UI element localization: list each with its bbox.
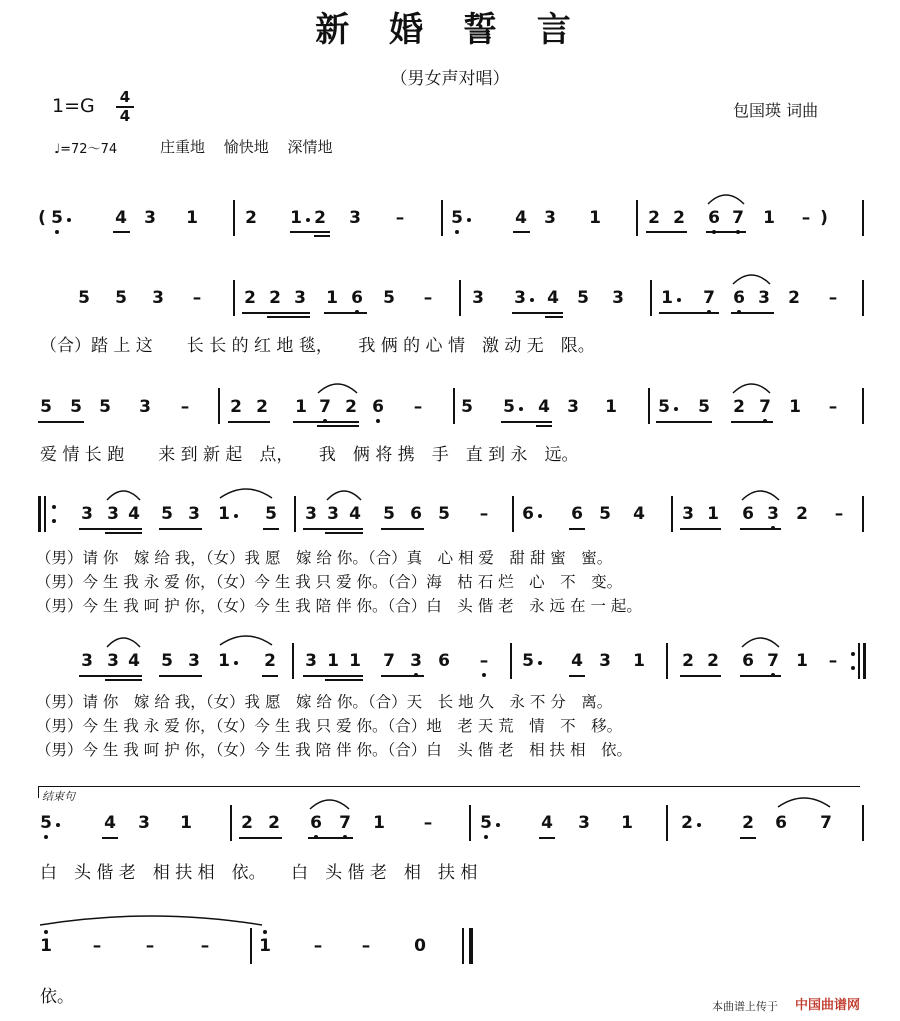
note-row1-7: 2	[314, 208, 326, 228]
coda-bracket-tick	[38, 786, 39, 798]
note-row1-10: 5	[451, 208, 463, 228]
note-row3-17: 5	[658, 397, 670, 417]
note-row2-11: 3	[472, 288, 484, 308]
note-row4-21: 3	[767, 504, 779, 524]
note-row1-5: 2	[245, 208, 257, 228]
song-title: 新 婚 誓 言	[315, 10, 585, 50]
note-row5-22: 1	[796, 651, 808, 671]
note-row2-20: 2	[788, 288, 800, 308]
note-row5-0: 3	[81, 651, 93, 671]
note-row3-21: 1	[789, 397, 801, 417]
note-row3-20: 7	[759, 397, 771, 417]
note-row2-10: –	[423, 288, 433, 308]
note-row2-18: 6	[733, 288, 745, 308]
note-row2-8: 6	[351, 288, 363, 308]
r1-slur-1	[708, 195, 744, 204]
note-row7-1: –	[92, 936, 102, 956]
lyrics-verse-2b: （男）今 生 我 永 爱 你，（女）今 生 我 只 爱 你。（合）地 老 天 荒 情 不 移。	[36, 717, 623, 735]
note-row7-6: –	[361, 936, 371, 956]
note-row1-19: –	[801, 208, 811, 228]
r3-slur-2	[733, 384, 770, 393]
note-row6-9: –	[423, 813, 433, 833]
lyrics-line-3: 爱 情 长 跑 来 到 新 起 点， 我 俩 将 携 手 直 到 永 远。	[40, 445, 579, 465]
note-row6-16: 6	[775, 813, 787, 833]
note-row3-3: 3	[139, 397, 151, 417]
time-signature-top: 4	[119, 88, 131, 106]
time-signature-bottom: 4	[119, 107, 131, 125]
note-row5-11: 3	[410, 651, 422, 671]
note-row3-18: 5	[698, 397, 710, 417]
author-credit: 包国瑛 词曲	[733, 101, 819, 120]
note-row5-14: 5	[522, 651, 534, 671]
note-row1-8: 3	[349, 208, 361, 228]
r4-slur-4	[742, 491, 779, 500]
note-row5-2: 4	[128, 651, 140, 671]
lyrics-verse-1c: （男）今 生 我 呵 护 你，（女）今 生 我 陪 伴 你。（合）白 头 偕 老 永 远 在 一 起。	[36, 597, 642, 615]
note-row1-9: –	[395, 208, 405, 228]
note-row6-1: 4	[104, 813, 116, 833]
note-row5-23: –	[828, 651, 838, 671]
note-row4-0: 3	[81, 504, 93, 524]
note-row5-3: 5	[161, 651, 173, 671]
note-row4-5: 1	[218, 504, 230, 524]
note-row3-11: –	[413, 397, 423, 417]
note-row4-8: 3	[327, 504, 339, 524]
note-row5-10: 7	[383, 651, 395, 671]
key-signature: 1=G	[52, 95, 95, 117]
r2-slur-1	[733, 275, 770, 284]
note-row5-12: 6	[438, 651, 450, 671]
note-row4-3: 5	[161, 504, 173, 524]
note-row6-4: 2	[241, 813, 253, 833]
note-row2-17: 7	[703, 288, 715, 308]
expression-markings: 庄重地 愉快地 深情地	[160, 138, 333, 156]
r4-slur-1	[107, 491, 140, 500]
song-subtitle: （男女声对唱）	[390, 69, 510, 89]
r6-slur-2	[778, 798, 830, 807]
note-row2-0: 5	[78, 288, 90, 308]
note-row6-10: 5	[480, 813, 492, 833]
note-row3-16: 1	[605, 397, 617, 417]
note-row1-17: 7	[732, 208, 744, 228]
note-row3-0: 5	[40, 397, 52, 417]
note-row7-5: –	[313, 936, 323, 956]
note-row1-11: 4	[515, 208, 527, 228]
note-row2-16: 1	[661, 288, 673, 308]
note-row2-2: 3	[152, 288, 164, 308]
note-row4-4: 3	[188, 504, 200, 524]
note-row4-11: 6	[410, 504, 422, 524]
note-row4-13: –	[479, 504, 489, 524]
note-row6-14: 2	[681, 813, 693, 833]
note-row6-2: 3	[138, 813, 150, 833]
note-row7-7: 0	[414, 936, 426, 956]
note-row5-21: 7	[767, 651, 779, 671]
r4-slur-3	[327, 491, 361, 500]
note-row5-18: 2	[682, 651, 694, 671]
lyrics-line-7: 依。	[40, 987, 74, 1007]
note-row2-13: 4	[547, 288, 559, 308]
note-row5-6: 2	[264, 651, 276, 671]
note-row7-2: –	[145, 936, 155, 956]
note-row4-19: 1	[707, 504, 719, 524]
note-row5-4: 3	[188, 651, 200, 671]
note-row2-5: 2	[269, 288, 281, 308]
note-row1-3: 3	[144, 208, 156, 228]
note-row4-10: 5	[383, 504, 395, 524]
note-row6-12: 3	[578, 813, 590, 833]
r5-slur-3	[742, 638, 779, 647]
note-row6-8: 1	[373, 813, 385, 833]
note-row1-1: 5	[51, 208, 63, 228]
note-row3-8: 7	[319, 397, 331, 417]
note-row2-1: 5	[115, 288, 127, 308]
note-row3-4: –	[180, 397, 190, 417]
note-row5-5: 1	[218, 651, 230, 671]
site-logo: 中国曲谱网	[795, 998, 861, 1013]
note-row4-9: 4	[349, 504, 361, 524]
note-row4-22: 2	[796, 504, 808, 524]
note-row4-17: 4	[633, 504, 645, 524]
coda-label: 结束句	[42, 790, 75, 803]
note-row3-13: 5	[503, 397, 515, 417]
note-row1-12: 3	[544, 208, 556, 228]
note-row1-14: 2	[648, 208, 660, 228]
note-row6-17: 7	[820, 813, 832, 833]
note-row4-16: 5	[599, 504, 611, 524]
note-row7-3: –	[200, 936, 210, 956]
r7-slur-1	[40, 916, 262, 925]
note-row2-12: 3	[514, 288, 526, 308]
note-row7-4: 1	[259, 936, 271, 956]
tempo-marking: ♩=72～74	[54, 142, 118, 157]
note-row2-9: 5	[383, 288, 395, 308]
lyrics-line-2: （合）踏 上 这 长 长 的 红 地 毯， 我 俩 的 心 情 激 动 无 限。	[40, 336, 595, 356]
note-row2-4: 2	[244, 288, 256, 308]
note-row2-3: –	[192, 288, 202, 308]
note-row3-6: 2	[256, 397, 268, 417]
lyrics-verse-1a: （男）请 你 嫁 给 我，（女）我 愿 嫁 给 你。（合）真 心 相 爱 甜 甜 蜜 蜜。	[36, 549, 613, 567]
note-row4-20: 6	[742, 504, 754, 524]
note-row1-20: )	[820, 208, 828, 228]
note-row4-23: –	[834, 504, 844, 524]
note-row1-4: 1	[186, 208, 198, 228]
note-row3-14: 4	[538, 397, 550, 417]
note-row6-7: 7	[339, 813, 351, 833]
note-row3-22: –	[828, 397, 838, 417]
note-row3-7: 1	[295, 397, 307, 417]
note-row1-6: 1	[290, 208, 302, 228]
note-row3-1: 5	[70, 397, 82, 417]
note-row7-0: 1	[40, 936, 52, 956]
r5-slur-2	[220, 636, 272, 645]
r3-slur-1	[318, 384, 357, 393]
note-row5-1: 3	[107, 651, 119, 671]
note-row1-15: 2	[673, 208, 685, 228]
note-row2-15: 3	[612, 288, 624, 308]
note-row3-10: 6	[372, 397, 384, 417]
note-row1-13: 1	[589, 208, 601, 228]
note-row4-7: 3	[305, 504, 317, 524]
note-row4-6: 5	[265, 504, 277, 524]
note-row6-13: 1	[621, 813, 633, 833]
note-row6-6: 6	[310, 813, 322, 833]
note-row2-21: –	[828, 288, 838, 308]
note-row2-7: 1	[326, 288, 338, 308]
r5-slur-1	[107, 638, 140, 647]
note-row1-18: 1	[763, 208, 775, 228]
note-row5-13: –	[479, 651, 489, 671]
note-row2-6: 3	[294, 288, 306, 308]
r6-slur-1	[310, 800, 349, 809]
note-row4-1: 3	[107, 504, 119, 524]
note-row4-18: 3	[682, 504, 694, 524]
note-row5-19: 2	[707, 651, 719, 671]
note-row6-3: 1	[180, 813, 192, 833]
note-row6-15: 2	[742, 813, 754, 833]
lyrics-line-6: 白 头 偕 老 相 扶 相 依。 白 头 偕 老 相 扶 相	[40, 863, 478, 883]
note-row3-12: 5	[461, 397, 473, 417]
lyrics-verse-2c: （男）今 生 我 呵 护 你，（女）今 生 我 陪 伴 你。（合）白 头 偕 老 相 扶 相 依。	[36, 741, 632, 759]
note-row5-7: 3	[305, 651, 317, 671]
footer-upload-note: 本曲谱上传于	[712, 1000, 778, 1013]
note-row4-2: 4	[128, 504, 140, 524]
note-row1-16: 6	[708, 208, 720, 228]
note-row5-9: 1	[349, 651, 361, 671]
note-row3-2: 5	[99, 397, 111, 417]
note-row5-20: 6	[742, 651, 754, 671]
coda-bracket-line	[38, 786, 860, 787]
note-row1-2: 4	[115, 208, 127, 228]
note-row2-19: 3	[758, 288, 770, 308]
note-row6-0: 5	[40, 813, 52, 833]
note-row5-16: 3	[599, 651, 611, 671]
note-row6-5: 2	[268, 813, 280, 833]
note-row3-9: 2	[345, 397, 357, 417]
note-row4-12: 5	[438, 504, 450, 524]
note-row6-11: 4	[541, 813, 553, 833]
note-row5-8: 1	[327, 651, 339, 671]
r4-slur-2	[220, 489, 272, 498]
note-row4-15: 6	[571, 504, 583, 524]
note-row5-17: 1	[633, 651, 645, 671]
note-row1-0: (	[38, 208, 46, 228]
lyrics-verse-2a: （男）请 你 嫁 给 我，（女）我 愿 嫁 给 你。（合）天 长 地 久 永 不 分 离。	[36, 693, 613, 711]
note-row2-14: 5	[577, 288, 589, 308]
note-row5-15: 4	[571, 651, 583, 671]
note-row3-19: 2	[733, 397, 745, 417]
lyrics-verse-1b: （男）今 生 我 永 爱 你，（女）今 生 我 只 爱 你。（合）海 枯 石 烂 心 不 变。	[36, 573, 623, 591]
note-row3-15: 3	[567, 397, 579, 417]
note-row3-5: 2	[230, 397, 242, 417]
note-row4-14: 6	[522, 504, 534, 524]
